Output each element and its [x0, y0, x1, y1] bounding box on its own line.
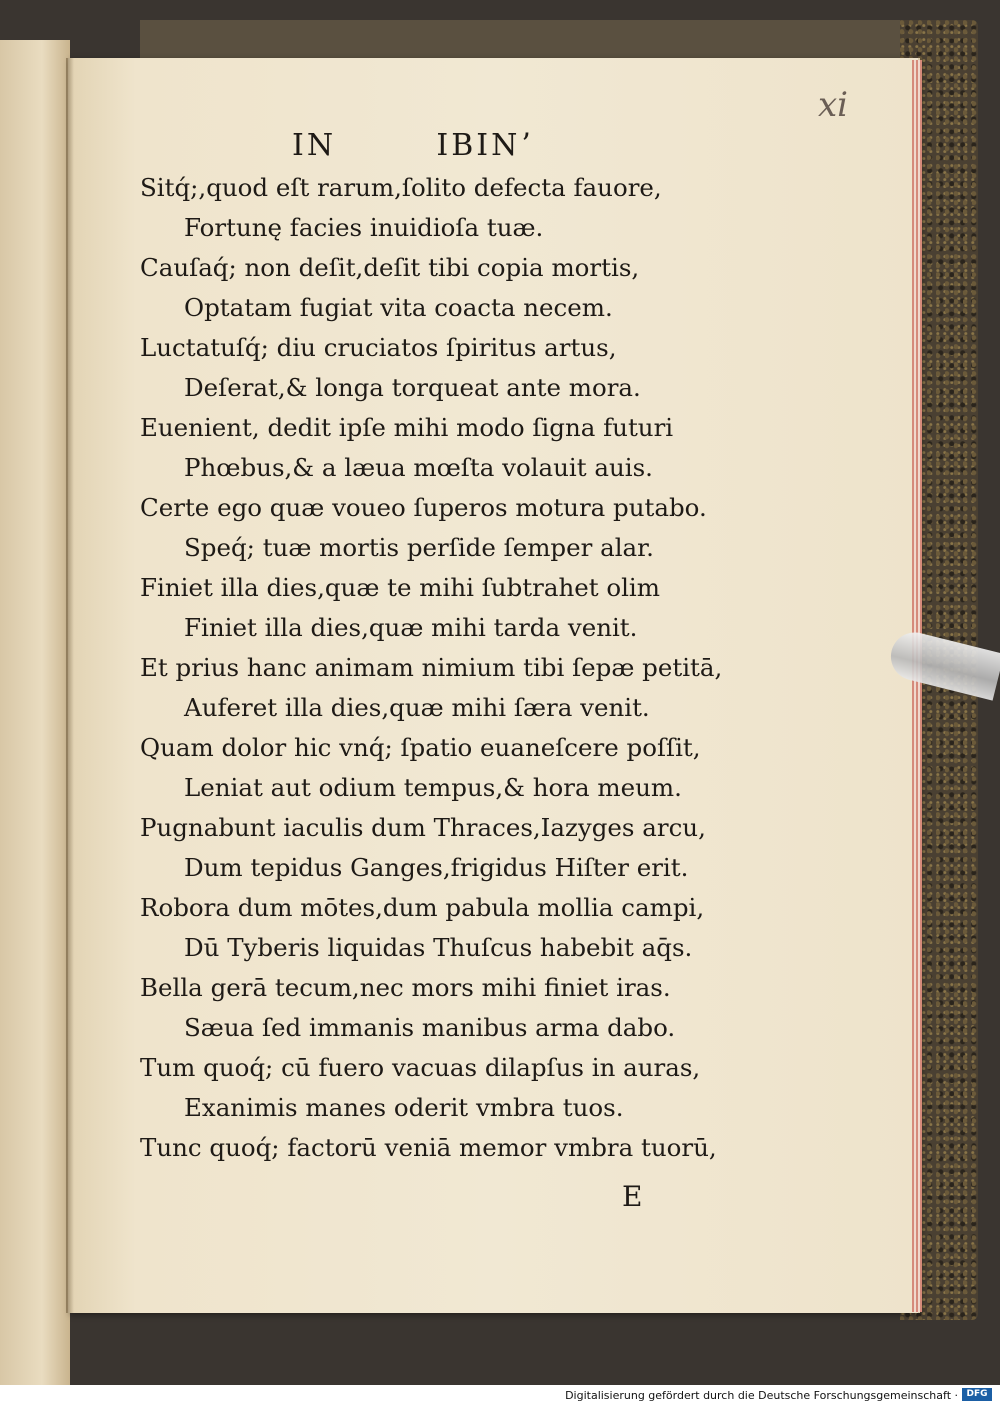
verse-line: Sæua ſed immanis manibus arma dabo.	[184, 1013, 676, 1042]
verse-line: Sitq́;,quod eſt rarum,ſolito defecta fauore,	[140, 173, 662, 202]
verso-page-edge	[0, 40, 70, 1385]
page-gutter-shadow	[66, 58, 74, 1313]
verse-line: Leniat aut odium tempus,& hora meum.	[184, 773, 682, 802]
verse-line: Exanimis manes oderit vmbra tuos.	[184, 1093, 624, 1122]
red-page-edge	[912, 60, 922, 1312]
verse-block	[140, 168, 723, 1168]
verse-line: Luctatuſq́; diu cruciatos ſpiritus artus,	[140, 333, 617, 362]
signature-mark: E	[622, 1180, 643, 1213]
verse-line: Robora dum mōtes,dum pabula mollia campi,	[140, 893, 705, 922]
verse-line: Pugnabunt iaculis dum Thraces,Iazyges arcu,	[140, 813, 706, 842]
verse-line: Euenient, dedit ipſe mihi modo ſigna futuri	[140, 413, 674, 442]
verse-line: Et prius hanc animam nimium tibi ſepæ petitā,	[140, 653, 723, 682]
running-head: IN IBINʼ	[292, 128, 533, 163]
verse-line: Optatam fugiat vita coacta necem.	[184, 293, 613, 322]
verse-line: Auferet illa dies,quæ mihi ſæra venit.	[184, 693, 650, 722]
footer-credit: Digitalisierung gefördert durch die Deutsche Forschungsgemeinschaft ·	[565, 1389, 958, 1402]
verse-line: Fortunę facies inuidioſa tuæ.	[184, 213, 544, 242]
verse-line: Dū Tyberis liquidas Thuſcus habebit aq̄s.	[184, 933, 693, 962]
verse-line: Certe ego quæ voueo ſuperos motura putabo.	[140, 493, 707, 522]
digitization-footer	[0, 1385, 1000, 1405]
verse-line: Phœbus,& a læua mœſta volauit auis.	[184, 453, 653, 482]
verse-line: Tum quoq́; cū fuero vacuas dilapſus in auras,	[140, 1053, 701, 1082]
verse-line: Speq́; tuæ mortis perſide ſemper alar.	[184, 533, 654, 562]
dfg-logo-icon: DFG	[962, 1388, 992, 1401]
verse-line: Finiet illa dies,quæ mihi tarda venit.	[184, 613, 638, 642]
verse-line: Finiet illa dies,quæ te mihi ſubtrahet olim	[140, 573, 661, 602]
verse-line: Tunc quoq́; factorū veniā memor vmbra tuorū,	[140, 1133, 717, 1162]
verse-line: Deſerat,& longa torqueat ante mora.	[184, 373, 641, 402]
verse-line: Quam dolor hic vnq́; ſpatio euaneſcere poſſit,	[140, 733, 701, 762]
verse-line: Cauſaq́; non deſit,deſit tibi copia mortis,	[140, 253, 640, 282]
verse-line: Bella gerā tecum,nec mors mihi finiet iras.	[140, 973, 671, 1002]
folio-number: xi	[818, 85, 849, 125]
verse-line: Dum tepidus Ganges,frigidus Hiſter erit.	[184, 853, 689, 882]
